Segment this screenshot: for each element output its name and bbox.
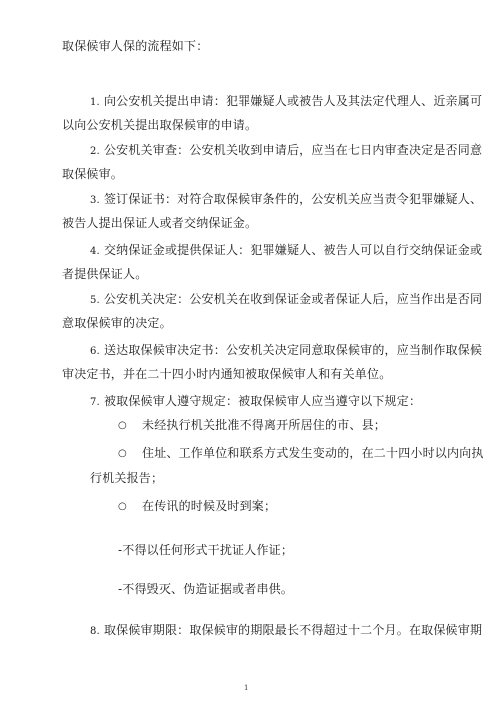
step-8-line1: [90, 623, 482, 639]
sub-item-3-text: 在传讯的时候及时到案；: [142, 499, 277, 513]
step-6-text: 送达取保候审决定书：公安机关决定同意取保候审的，应当制作取保候: [103, 343, 483, 357]
step-1-line2: 以向公安机关提出取保候审的申请。: [62, 118, 258, 132]
sub-item-2-text-line2: 行机关报告；: [90, 471, 164, 485]
step-2-text: 公安机关审查：公安机关收到申请后，应当在七日内审查决定是否同意: [103, 143, 483, 157]
step-2-number: 2.: [90, 146, 100, 157]
sub-item-3-bullet: ○: [118, 501, 127, 512]
dash-item-2: -不得毁灭、伪造证据或者串供。: [118, 582, 294, 596]
step-7-line1: [90, 394, 421, 410]
step-1-number: 1.: [90, 97, 100, 108]
sub-item-2-text: 住址、工作单位和联系方式发生变动的，在二十四小时以内向执: [142, 446, 484, 460]
sub-item-1-text: 未经执行机关批准不得离开所居住的市、县；: [142, 418, 387, 432]
step-7-number: 7.: [90, 397, 100, 408]
step-8-text: 取保候审期限：取保候审的期限最长不得超过十二个月。在取保候审期: [103, 623, 483, 637]
intro-text: 取保候审人保的流程如下：: [62, 39, 209, 53]
step-7-text: 被取保候审人遵守规定：被取保候审人应当遵守以下规定：: [103, 394, 422, 408]
step-5-line2: 意取保候审的决定。: [62, 316, 172, 330]
step-6-line1: [90, 343, 482, 359]
step-6-line2: 审决定书，并在二十四小时内通知被取保候审人和有关单位。: [62, 367, 392, 381]
step-4-number: 4.: [90, 246, 100, 257]
step-3-line1: [90, 192, 482, 208]
step-5-text: 公安机关决定：公安机关在收到保证金或者保证人后，应当作出是否同: [103, 292, 483, 306]
step-4-line2: 者提供保证人。: [62, 267, 148, 281]
dash-item-1: -不得以任何形式干扰证人作证；: [118, 543, 294, 557]
step-2-line2: 取保候审。: [62, 167, 124, 181]
step-6-number: 6.: [90, 346, 100, 357]
step-5-line1: [90, 292, 482, 308]
step-1-line1: [90, 94, 482, 110]
step-3-line2: 被告人提出保证人或者交纳保证金。: [62, 216, 258, 230]
sub-item-2-bullet: ○: [118, 448, 127, 459]
step-4-text: 交纳保证金或提供保证人：犯罪嫌疑人、被告人可以自行交纳保证金或: [103, 243, 483, 257]
step-2-line1: [90, 143, 482, 159]
sub-item-1-bullet: ○: [118, 420, 127, 431]
step-3-text: 签订保证书：对符合取保候审条件的，公安机关应当责令犯罪嫌疑人、: [103, 192, 483, 206]
step-5-number: 5.: [90, 295, 100, 306]
step-1-text: 向公安机关提出申请：犯罪嫌疑人或被告人及其法定代理人、近亲属可: [103, 94, 483, 108]
page-number: 1: [244, 684, 249, 692]
step-8-number: 8.: [90, 626, 100, 637]
step-3-number: 3.: [90, 195, 100, 206]
step-4-line1: [90, 243, 482, 259]
